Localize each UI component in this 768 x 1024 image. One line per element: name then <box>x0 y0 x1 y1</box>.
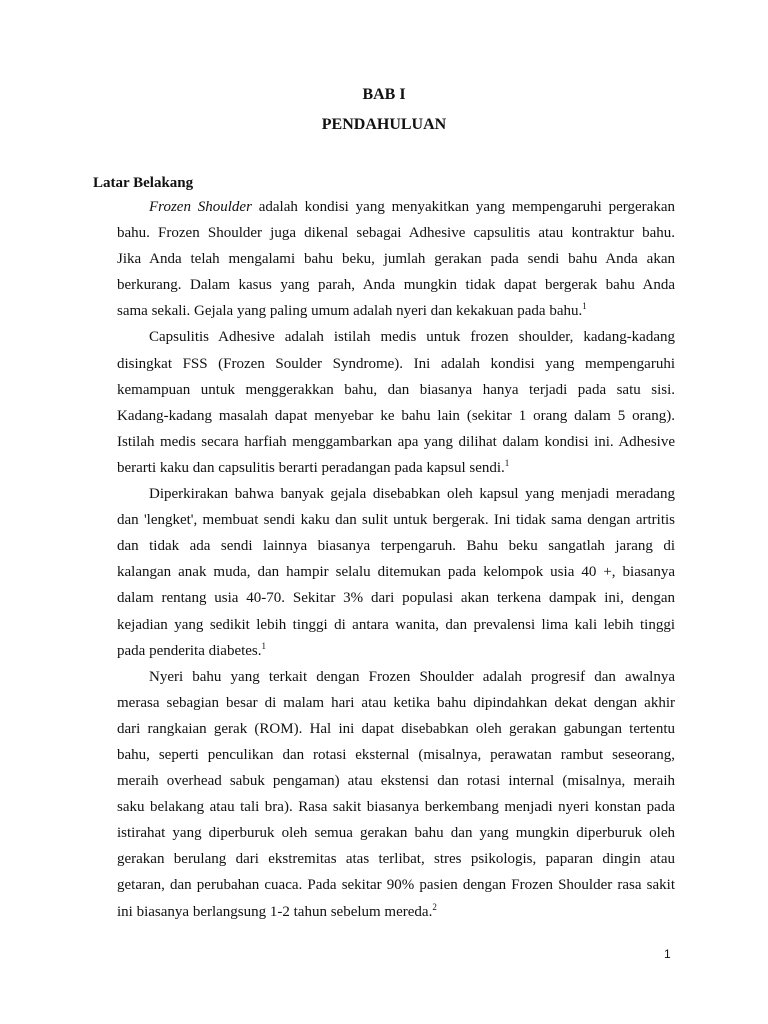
text-line: berkurang. Dalam kasus yang parah, Anda mungkin tidak dapat bergerak bahu Anda <box>117 277 675 294</box>
paragraph <box>117 664 675 925</box>
text-line: dalam rentang usia 40-70. Sekitar 3% dari populasi akan terkena dampak ini, dengan <box>117 590 675 607</box>
text-line: Nyeri bahu yang terkait dengan Frozen Shoulder adalah progresif dan awalnya <box>149 668 675 685</box>
text-line: meraih overhead sabuk pengaman) atau ekstensi dan rotasi internal (misalnya, meraih <box>117 773 675 790</box>
text-line: kejadian yang sedikit lebih tinggi di antara wanita, dan prevalensi lima kali lebih tinggi <box>117 616 675 633</box>
text-line: istirahat yang diperburuk oleh semua gerakan bahu dan yang mungkin diperburuk oleh <box>117 825 675 842</box>
text-line: bahu. Frozen Shoulder juga dikenal sebagai Adhesive capsulitis atau kontraktur bahu. <box>117 225 675 242</box>
page-number: 1 <box>664 947 671 961</box>
text-line: bahu, seperti penculikan dan rotasi eksternal (misalnya, perawatan rambut seseorang, <box>117 746 675 763</box>
text-line: disingkat FSS (Frozen Soulder Syndrome). Ini adalah kondisi yang mempengaruhi <box>117 355 675 372</box>
text-line: gerakan berulang dari ekstremitas atas terlibat, stres psikologis, paparan dingin atau <box>117 851 675 868</box>
text-line: Diperkirakan bahwa banyak gejala disebabkan oleh kapsul yang menjadi meradang <box>149 486 675 503</box>
text-line: Istilah medis secara harfiah menggambarkan apa yang dilihat dalam kondisi ini. Adhesive <box>117 433 675 450</box>
emphasized-term: Frozen Shoulder <box>149 199 252 215</box>
text-line: dan tidak ada sendi lainnya biasanya terpengaruh. Bahu beku sangatlah jarang di <box>117 538 675 555</box>
text-line: getaran, dan perubahan cuaca. Pada sekitar 90% pasien dengan Frozen Shoulder rasa sakit <box>117 877 675 894</box>
paragraph <box>117 481 675 664</box>
citation-superscript: 1 <box>504 457 510 468</box>
text-line: sama sekali. Gejala yang paling umum adalah nyeri dan kekakuan pada bahu.$^1$ <box>117 301 587 320</box>
text-line: Capsulitis Adhesive adalah istilah medis untuk frozen shoulder, kadang-kadang <box>149 329 675 346</box>
text-line: Jika Anda telah mengalami bahu beku, jumlah gerakan pada sendi bahu Anda akan <box>117 251 675 268</box>
text-line: kemampuan untuk menggerakkan bahu, dan biasanya hanya terjadi pada satu sisi. <box>117 381 675 398</box>
text-line: Kadang-kadang masalah dapat menyebar ke bahu lain (sekitar 1 orang dalam 5 orang). <box>117 407 675 424</box>
text-line: kalangan anak muda, dan hampir selalu ditemukan pada kelompok usia 40 +, biasanya <box>117 564 675 581</box>
chapter-number: BAB I <box>362 86 406 103</box>
text-line: saku belakang atau tali bra). Rasa sakit biasanya berkembang menjadi nyeri konstan pada <box>117 799 675 816</box>
paragraph <box>117 194 675 324</box>
text-line: merasa sebagian besar di malam hari atau ketika bahu dipindahkan dekat dengan akhir <box>117 694 675 711</box>
text-line: ini biasanya berlangsung 1-2 tahun sebelum mereda.$^2$ <box>117 901 437 920</box>
chapter-title: PENDAHULUAN <box>321 116 447 133</box>
text-line: dari rangkaian gerak (ROM). Hal ini dapat disebabkan oleh gerakan gabungan tertentu <box>117 720 675 737</box>
text-line: berarti kaku dan capsulitis berarti peradangan pada kapsul sendi.$^1$ <box>117 457 510 476</box>
citation-superscript: 2 <box>432 901 437 912</box>
text-line: pada penderita diabetes.$^1$ <box>117 640 267 659</box>
section-heading: Latar Belakang <box>93 175 194 191</box>
text-line: dan 'lengket', membuat sendi kaku dan sulit untuk bergerak. Ini tidak sama dengan artritis <box>117 512 675 529</box>
text-line: Frozen Shoulder adalah kondisi yang menyakitkan yang mempengaruhi pergerakan <box>149 199 675 215</box>
citation-superscript: 1 <box>261 640 267 651</box>
body-text <box>117 194 675 925</box>
citation-superscript: 1 <box>582 301 587 312</box>
paragraph <box>117 324 675 481</box>
